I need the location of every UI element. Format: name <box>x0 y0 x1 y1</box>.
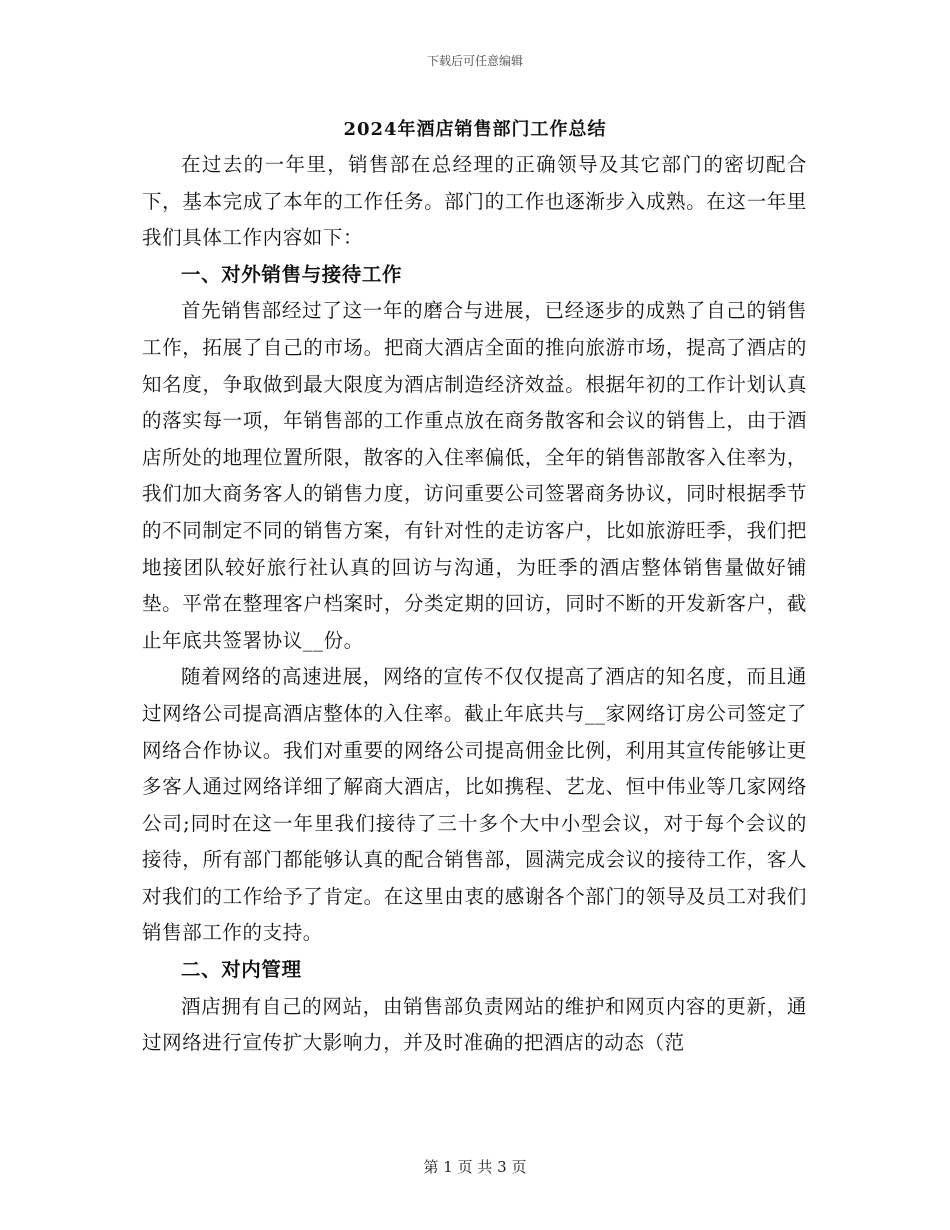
page-header: 下载后可任意编辑 <box>426 54 523 68</box>
website-paragraph: 酒店拥有自己的网站，由销售部负责网站的维护和网页内容的更新，通过网络进行宣传扩大影响力，并及时准确的把酒店的动态（范 <box>142 994 807 1055</box>
network-paragraph: 随着网络的高速进展，网络的宣传不仅仅提高了酒店的知名度，而且通过网络公司提高酒店整体的入住率。截止年底共与__家网络订房公司签定了网络合作协议。我们对重要的网络公司提高佣金比例，利用其宣传能够让更多客人通过网络详细了解商大酒店，比如携程、艺龙、恒中伟业等几家网络公司;同时在这一年里我们接待了三十多个大中小型会议，对于每个会议的接待，所有部门都能够认真的配合销售部，圆满完成会议的接待工作，客人对我们的工作给予了肯定。在这里由衷的感谢各个部门的领导及员工对我们销售部工作的支持。 <box>142 665 807 945</box>
document-body <box>142 147 807 1062</box>
page-footer: 第 1 页 共 3 页 <box>423 1158 527 1176</box>
section-heading-external-sales: 一、对外销售与接待工作 <box>181 262 403 286</box>
document-title: 2024年酒店销售部门工作总结 <box>343 119 607 140</box>
section-heading-internal-management: 二、对内管理 <box>181 958 302 982</box>
sales-paragraph: 首先销售部经过了这一年的磨合与进展，已经逐步的成熟了自己的销售工作，拓展了自己的市场。把商大酒店全面的推向旅游市场，提高了酒店的知名度，争取做到最大限度为酒店制造经济效益。根据年初的工作计划认真的落实每一项，年销售部的工作重点放在商务散客和会议的销售上，由于酒店所处的地理位置所限，散客的入住率偏低，全年的销售部散客入住率为，我们加大商务客人的销售力度，访问重要公司签署商务协议，同时根据季节的不同制定不同的销售方案，有针对性的走访客户，比如旅游旺季，我们把地接团队较好旅行社认真的回访与沟通，为旺季的酒店整体销售量做好铺垫。平常在整理客户档案时，分类定期的回访，同时不断的开发新客户，截止年底共签署协议__份。 <box>142 299 807 652</box>
intro-paragraph: 在过去的一年里，销售部在总经理的正确领导及其它部门的密切配合下，基本完成了本年的工作任务。部门的工作也逐渐步入成熟。在这一年里我们具体工作内容如下： <box>142 153 807 250</box>
